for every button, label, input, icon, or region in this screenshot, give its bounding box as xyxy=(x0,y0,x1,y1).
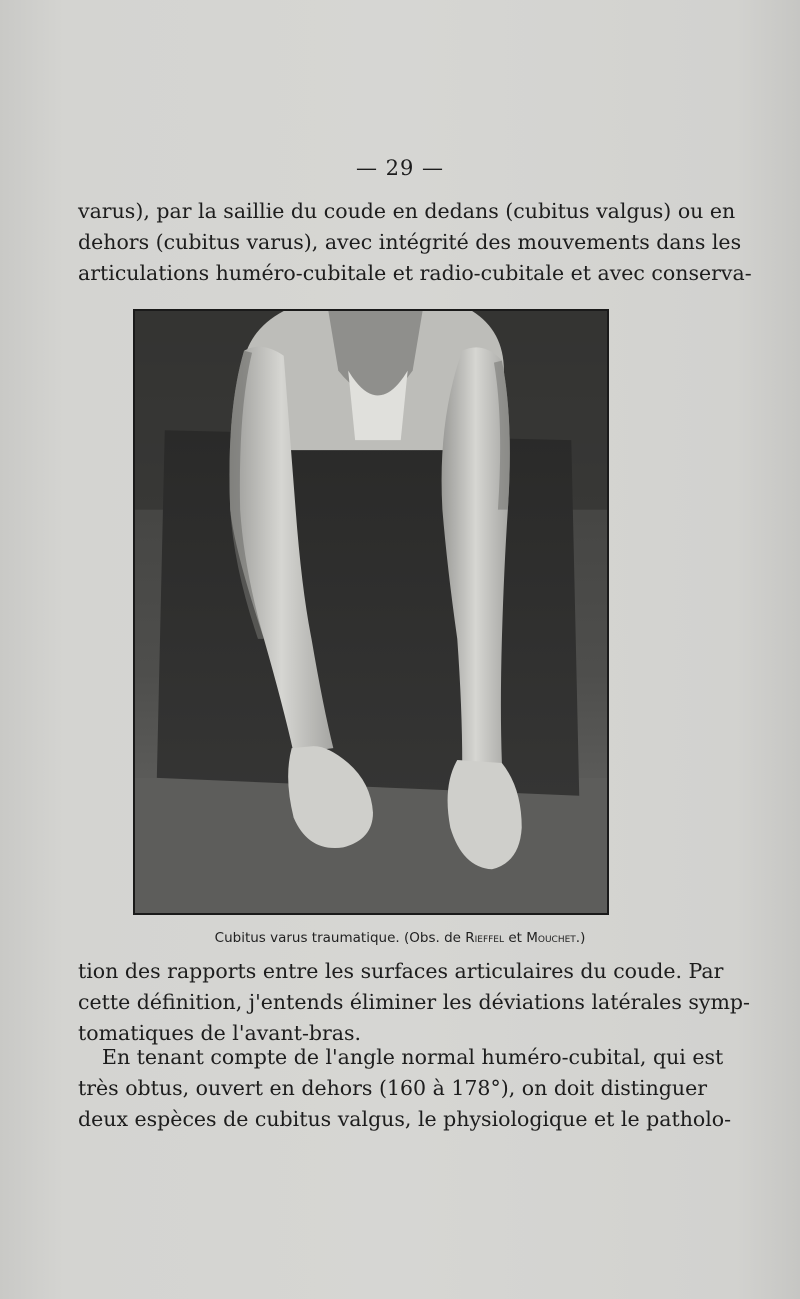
caption-title: Cubitus varus traumatique. xyxy=(214,930,400,946)
text-line: varus), par la saillie du coude en dedans (cubitus valgus) ou en xyxy=(78,199,736,223)
caption-suffix: .) xyxy=(575,930,586,946)
text-line: tomatiques de l'avant-bras. xyxy=(78,1021,362,1045)
caption-and: et xyxy=(508,930,522,946)
paragraph-1 xyxy=(78,196,752,289)
text-line: deux espèces de cubitus valgus, le physiologique et le patholo- xyxy=(78,1107,732,1131)
page-number: — 29 — xyxy=(355,156,445,180)
caption-author-1: Rieffel xyxy=(465,930,505,946)
paragraph-3 xyxy=(78,1042,732,1135)
text-line: très obtus, ouvert en dehors (160 à 178°), on doit distinguer xyxy=(78,1076,708,1100)
figure-caption xyxy=(0,930,800,946)
text-line: tion des rapports entre les surfaces articulaires du coude. Par xyxy=(78,959,724,983)
text-line: cette définition, j'entends éliminer les déviations latérales symp- xyxy=(78,990,750,1014)
figure-photograph xyxy=(133,309,609,915)
caption-author-2: Mouchet xyxy=(526,930,576,946)
caption-obs-prefix: (Obs. de xyxy=(403,930,461,946)
text-line: dehors (cubitus varus), avec intégrité des mouvements dans les xyxy=(78,230,742,254)
text-line: articulations huméro-cubitale et radio-cubitale et avec conserva- xyxy=(78,261,752,285)
arm-photograph-illustration xyxy=(135,311,607,913)
paragraph-2 xyxy=(78,956,750,1049)
text-line: En tenant compte de l'angle normal huméro-cubital, qui est xyxy=(102,1045,724,1069)
